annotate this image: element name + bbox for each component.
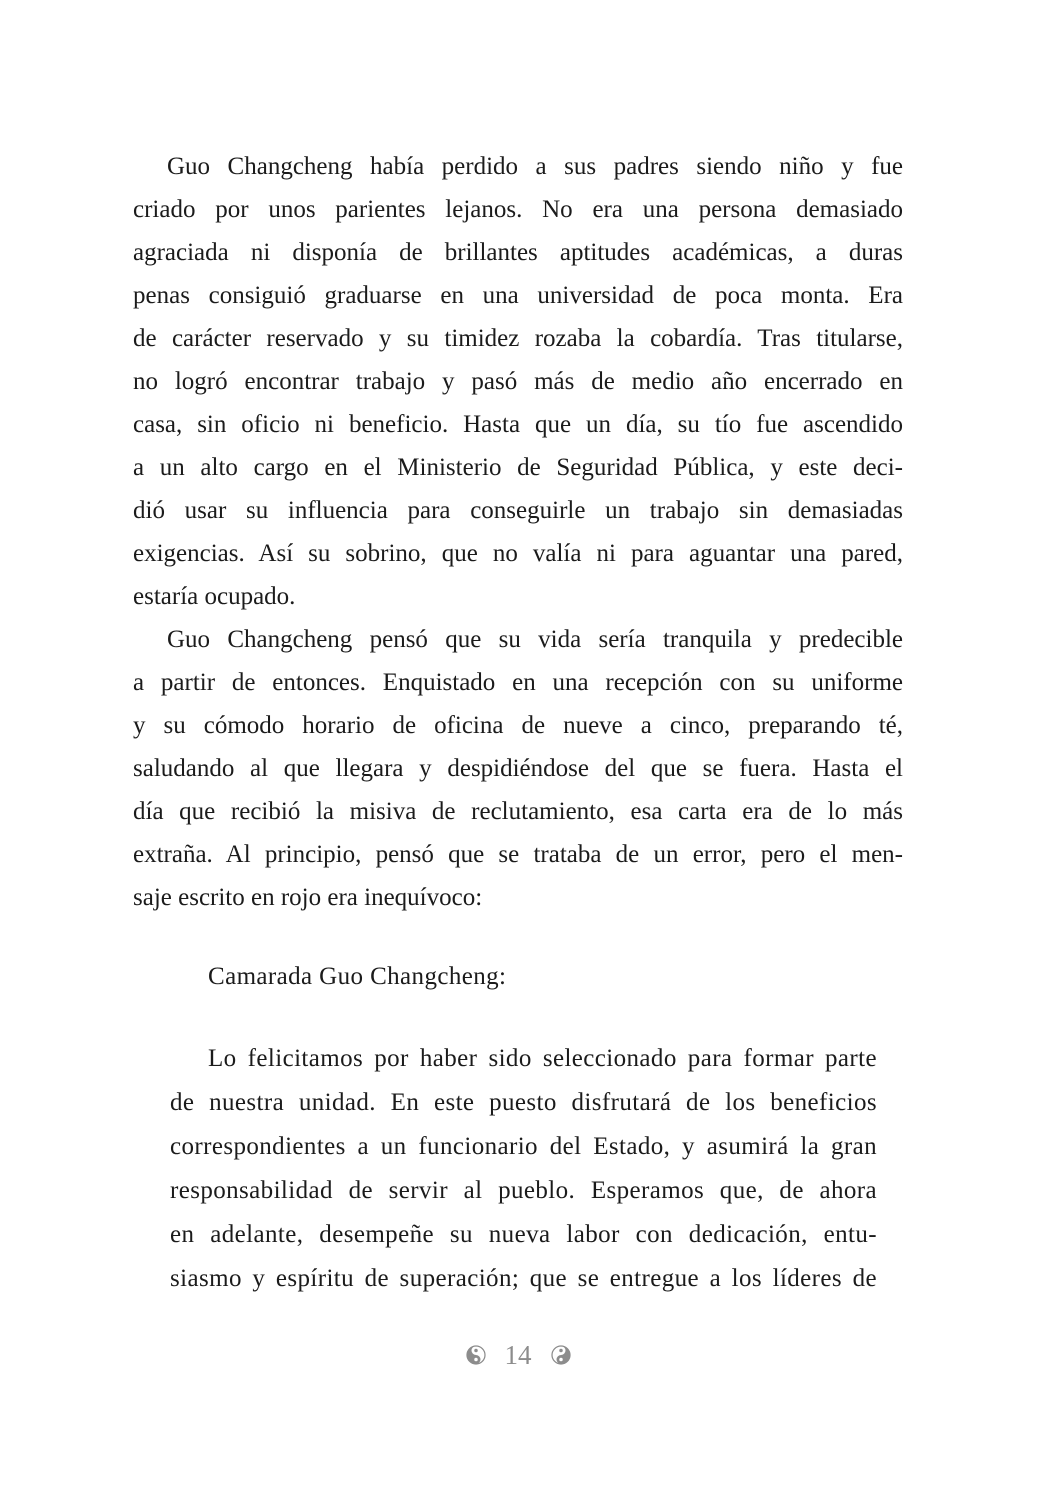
- text-line: Guo Changcheng había perdido a sus padres siendo niño y fue: [167, 153, 903, 180]
- letter-block: [170, 955, 877, 1301]
- text-line: y su cómodo horario de oficina de nueve a cinco, preparando té,: [133, 712, 903, 739]
- text-line: criado por unos parientes lejanos. No era una persona demasiado: [133, 196, 903, 223]
- text-line: día que recibió la misiva de reclutamiento, esa carta era de lo más: [133, 798, 903, 825]
- text-line: saludando al que llegara y despidiéndose del que se fuera. Hasta el: [133, 755, 903, 782]
- page-footer: [133, 1341, 903, 1369]
- yin-yang-icon-mirrored: [551, 1345, 571, 1365]
- text-line: siasmo y espíritu de superación; que se entregue a los líderes de: [170, 1265, 877, 1292]
- text-line: Lo felicitamos por haber sido seleccionado para formar parte: [208, 1045, 877, 1072]
- text-line: de carácter reservado y su timidez rozaba la cobardía. Tras titularse,: [133, 325, 903, 352]
- text-line: responsabilidad de servir al pueblo. Esperamos que, de ahora: [170, 1177, 877, 1204]
- text-line: no logró encontrar trabajo y pasó más de medio año encerrado en: [133, 368, 903, 395]
- page-content: [133, 145, 903, 1369]
- text-line: Guo Changcheng pensó que su vida sería tranquila y predecible: [167, 626, 903, 653]
- text-line: dió usar su influencia para conseguirle un trabajo sin demasiadas: [133, 497, 903, 524]
- paragraph-1: [133, 145, 903, 618]
- text-line: de nuestra unidad. En este puesto disfrutará de los beneficios: [170, 1089, 877, 1116]
- text-line: a partir de entonces. Enquistado en una recepción con su uniforme: [133, 669, 903, 696]
- text-line: extraña. Al principio, pensó que se trataba de un error, pero el men-: [133, 841, 903, 868]
- text-line: saje escrito en rojo era inequívoco:: [133, 884, 483, 911]
- text-line: casa, sin oficio ni beneficio. Hasta que un día, su tío fue ascendido: [133, 411, 903, 438]
- text-line: a un alto cargo en el Ministerio de Seguridad Pública, y este deci-: [133, 454, 903, 481]
- text-line: correspondientes a un funcionario del Estado, y asumirá la gran: [170, 1133, 877, 1160]
- text-line: penas consiguió graduarse en una universidad de poca monta. Era: [133, 282, 903, 309]
- letter-salutation: Camarada Guo Changcheng:: [208, 963, 507, 990]
- yin-yang-icon: [466, 1345, 486, 1365]
- page-number: 14: [504, 1340, 532, 1370]
- paragraph-2: [133, 618, 903, 919]
- letter-body: [170, 1037, 877, 1301]
- text-line: agraciada ni disponía de brillantes aptitudes académicas, a duras: [133, 239, 903, 266]
- text-line: exigencias. Así su sobrino, que no valía ni para aguantar una pared,: [133, 540, 903, 567]
- text-line: estaría ocupado.: [133, 583, 296, 610]
- text-line: en adelante, desempeñe su nueva labor con dedicación, entu-: [170, 1221, 877, 1248]
